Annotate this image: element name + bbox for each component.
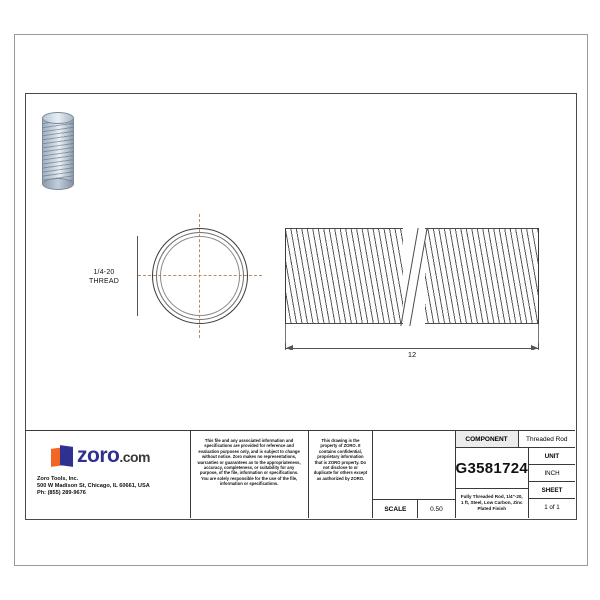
logo-blue-shape [60, 445, 73, 467]
title-block [25, 430, 575, 518]
rod-left-end [285, 228, 286, 326]
zoro-logo-mark-icon [51, 446, 73, 468]
part-number-column [456, 448, 529, 518]
threaded-rod-3d-icon [42, 112, 74, 190]
part-body [456, 448, 575, 518]
zoro-wordmark-text: zoro [77, 444, 120, 467]
company-address-block [37, 476, 182, 498]
legal-notice-right: This drawing is the property of ZORO. It contains confidential, proprietary information that is ZORO property. Do not disclose to or duplicate for others except as authorized by ZORO. [309, 431, 374, 518]
break-line-right [409, 228, 427, 326]
break-line [403, 228, 425, 326]
scale-value: 0.50 [430, 505, 443, 513]
part-number: G3581724 [455, 459, 528, 477]
unit-value: INCH [529, 465, 575, 482]
zoro-wordmark-dotcom: .com [119, 449, 151, 465]
rod-end-view-icon [152, 228, 248, 324]
company-phone: Ph: (855) 289-9676 [37, 490, 86, 497]
unit-sheet-column [529, 448, 575, 518]
rod-right-end [538, 228, 539, 326]
part-description: Fully Threaded Rod, 1/4"-20, 1 ft, Steel, Low Carbon, Zinc Plated Finish [456, 488, 528, 518]
threaded-rod-side-view-icon [285, 228, 539, 324]
legal-notice-left: This file and any associated information and specifications are provided for reference and evaluation purposes only, and is subject to change without notice. Zoro makes no representations, warranties or guarantees as to the appropriateness, accuracy, completeness, or suitability for any purpose, of the file, information or specifications. You are solely responsible for the use of the file, information or specifications. [191, 431, 309, 518]
component-label: COMPONENT [456, 431, 519, 447]
zoro-logo [51, 445, 182, 468]
rod-bottom-face [42, 178, 74, 190]
company-address: 500 W Madison St, Chicago, IL 60661, USA [37, 483, 150, 490]
length-dimension [285, 344, 539, 358]
sheet-label: SHEET [529, 482, 575, 499]
scale-block [373, 431, 455, 518]
break-line-left [400, 228, 418, 326]
component-row [456, 431, 575, 448]
scale-label: SCALE [373, 500, 418, 518]
component-value: Threaded Rod [525, 435, 568, 443]
thread-callout [74, 268, 134, 286]
rod-top-face [42, 112, 74, 124]
sheet-value: 1 of 1 [544, 503, 560, 511]
company-block [25, 431, 191, 518]
dimension-line [285, 348, 539, 349]
rod-thread-lines [43, 119, 73, 183]
thread-dimension-line [137, 236, 138, 316]
part-info-block [456, 431, 575, 518]
scale-block-spacer [373, 431, 454, 499]
scale-row [373, 499, 454, 518]
thread-callout-line1: 1/4-20 [93, 269, 115, 276]
company-name: Zoro Tools, Inc. [37, 476, 79, 482]
end-view-inner-circle [160, 236, 240, 316]
thread-callout-line2: THREAD [89, 278, 119, 285]
zoro-wordmark [77, 445, 150, 468]
unit-label: UNIT [529, 448, 575, 465]
length-dimension-value: 12 [285, 350, 539, 359]
